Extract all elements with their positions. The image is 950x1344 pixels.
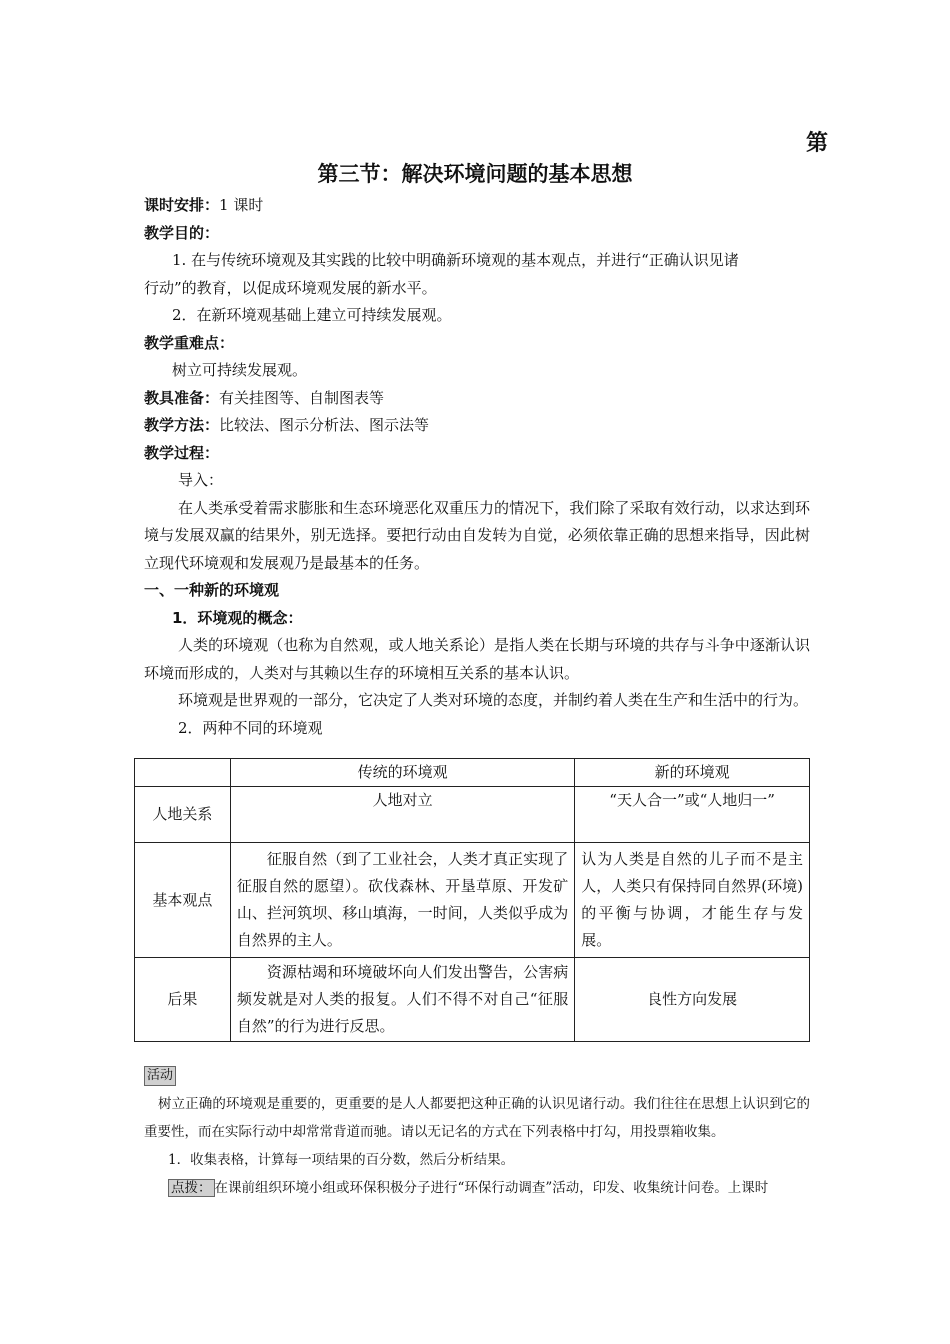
tip-tag: 点拨：: [168, 1179, 215, 1197]
cell-basic-view-traditional: 征服自然（到了工业社会，人类才真正实现了征服自然的愿望）。砍伐森林、开垦草原、开发矿山、拦河筑坝、移山填海，一时间，人类似乎成为自然界的主人。: [230, 843, 574, 958]
methods-line: [144, 412, 810, 440]
class-hours-line: [144, 192, 810, 220]
page-title: 第三节：解决环境问题的基本思想: [317, 162, 633, 186]
objective-1-line2: 行动”的教育，以促成环境观发展的新水平。: [144, 278, 437, 297]
intro-paragraph: 在人类承受着需求膨胀和生态环境恶化双重压力的情况下，我们除了采取有效行动，以求达到环境与发展双赢的结果外，别无选择。要把行动由自发转为自觉，必须依靠正确的思想来指导，因此树立现代环境观和发展观乃是最基本的任务。: [144, 498, 810, 572]
tools-label: 教具准备：: [144, 388, 220, 407]
concept-paragraph-1: 人类的环境观（也称为自然观，或人地关系论）是指人类在长期与环境的共存与斗争中逐渐认识环境而形成的，人类对与其赖以生存的环境相互关系的基本认识。: [144, 636, 810, 682]
class-hours-label: 课时安排：: [144, 196, 220, 214]
methods-value: 比较法、图示分析法、图示法等: [219, 416, 430, 434]
row-label-basic-view: 基本观点: [135, 843, 231, 958]
intro-label: 导入：: [178, 471, 224, 489]
subsection-1-heading: 1．环境观的概念：: [172, 608, 303, 627]
objective-2: 2．在新环境观基础上建立可持续发展观。: [172, 306, 452, 324]
cell-basic-view-new: 认为人类是自然的儿子而不是主人，人类只有保持同自然界(环境)的平衡与协调，才能生存与发展。: [575, 843, 810, 958]
key-points-value: 树立可持续发展观。: [172, 361, 308, 379]
activity-section: [144, 1090, 810, 1202]
header-traditional-view: 传统的环境观: [230, 759, 574, 787]
objective-1-line1: 1. 在与传统环境观及其实践的比较中明确新环境观的基本观点，并进行“正确认识见诸: [172, 251, 739, 269]
activity-step-1: 1．收集表格，计算每一项结果的百分数，然后分析结果。: [168, 1152, 515, 1168]
subsection-2-heading: 2．两种不同的环境观: [178, 718, 323, 737]
tools-line: [144, 385, 810, 413]
tools-value: 有关挂图等、自制图表等: [219, 388, 385, 407]
activity-tag: 活动: [144, 1066, 176, 1086]
objectives-heading: 教学目的：: [144, 223, 220, 242]
page-corner-char: 第: [806, 131, 829, 156]
table-row: [135, 843, 810, 958]
cell-consequence-traditional: 资源枯竭和环境破坏向人们发出警告，公害病频发就是对人类的报复。人们不得不对自己“征服自然”的行为进行反思。: [230, 958, 574, 1042]
key-points-heading: 教学重难点：: [144, 333, 235, 352]
concept-paragraph-2: 环境观是世界观的一部分，它决定了人类对环境的态度，并制约着人类在生产和生活中的行为。: [178, 691, 809, 709]
table-header-blank: [135, 759, 231, 787]
header-new-view: 新的环境观: [575, 759, 810, 787]
cell-relationship-new: “天人合一”或“人地归一”: [575, 787, 810, 843]
cell-relationship-traditional: 人地对立: [230, 787, 574, 843]
table-row: [135, 787, 810, 843]
cell-consequence-new: 良性方向发展: [575, 958, 810, 1042]
activity-paragraph: 树立正确的环境观是重要的，更重要的是人人都要把这种正确的认识见诸行动。我们往往在思想上认识到它的重要性，而在实际行动中却常常背道而驰。请以无记名的方式在下列表格中打勾，用投票箱收集。: [144, 1096, 810, 1140]
table-row: [135, 958, 810, 1042]
environment-views-table: [134, 758, 810, 1042]
class-hours-value: 1 课时: [219, 196, 264, 214]
table-header-row: [135, 759, 810, 787]
row-label-relationship: 人地关系: [135, 787, 231, 843]
row-label-consequence: 后果: [135, 958, 231, 1042]
lesson-content: [144, 192, 810, 742]
tip-text: 在课前组织环境小组或环保积极分子进行“环保行动调查”活动，印发、收集统计问卷。上课时: [214, 1180, 769, 1196]
methods-label: 教学方法：: [144, 416, 220, 434]
tip-line: [144, 1174, 810, 1202]
process-heading: 教学过程：: [144, 443, 220, 462]
section-1-heading: 一、一种新的环境观: [144, 581, 280, 599]
